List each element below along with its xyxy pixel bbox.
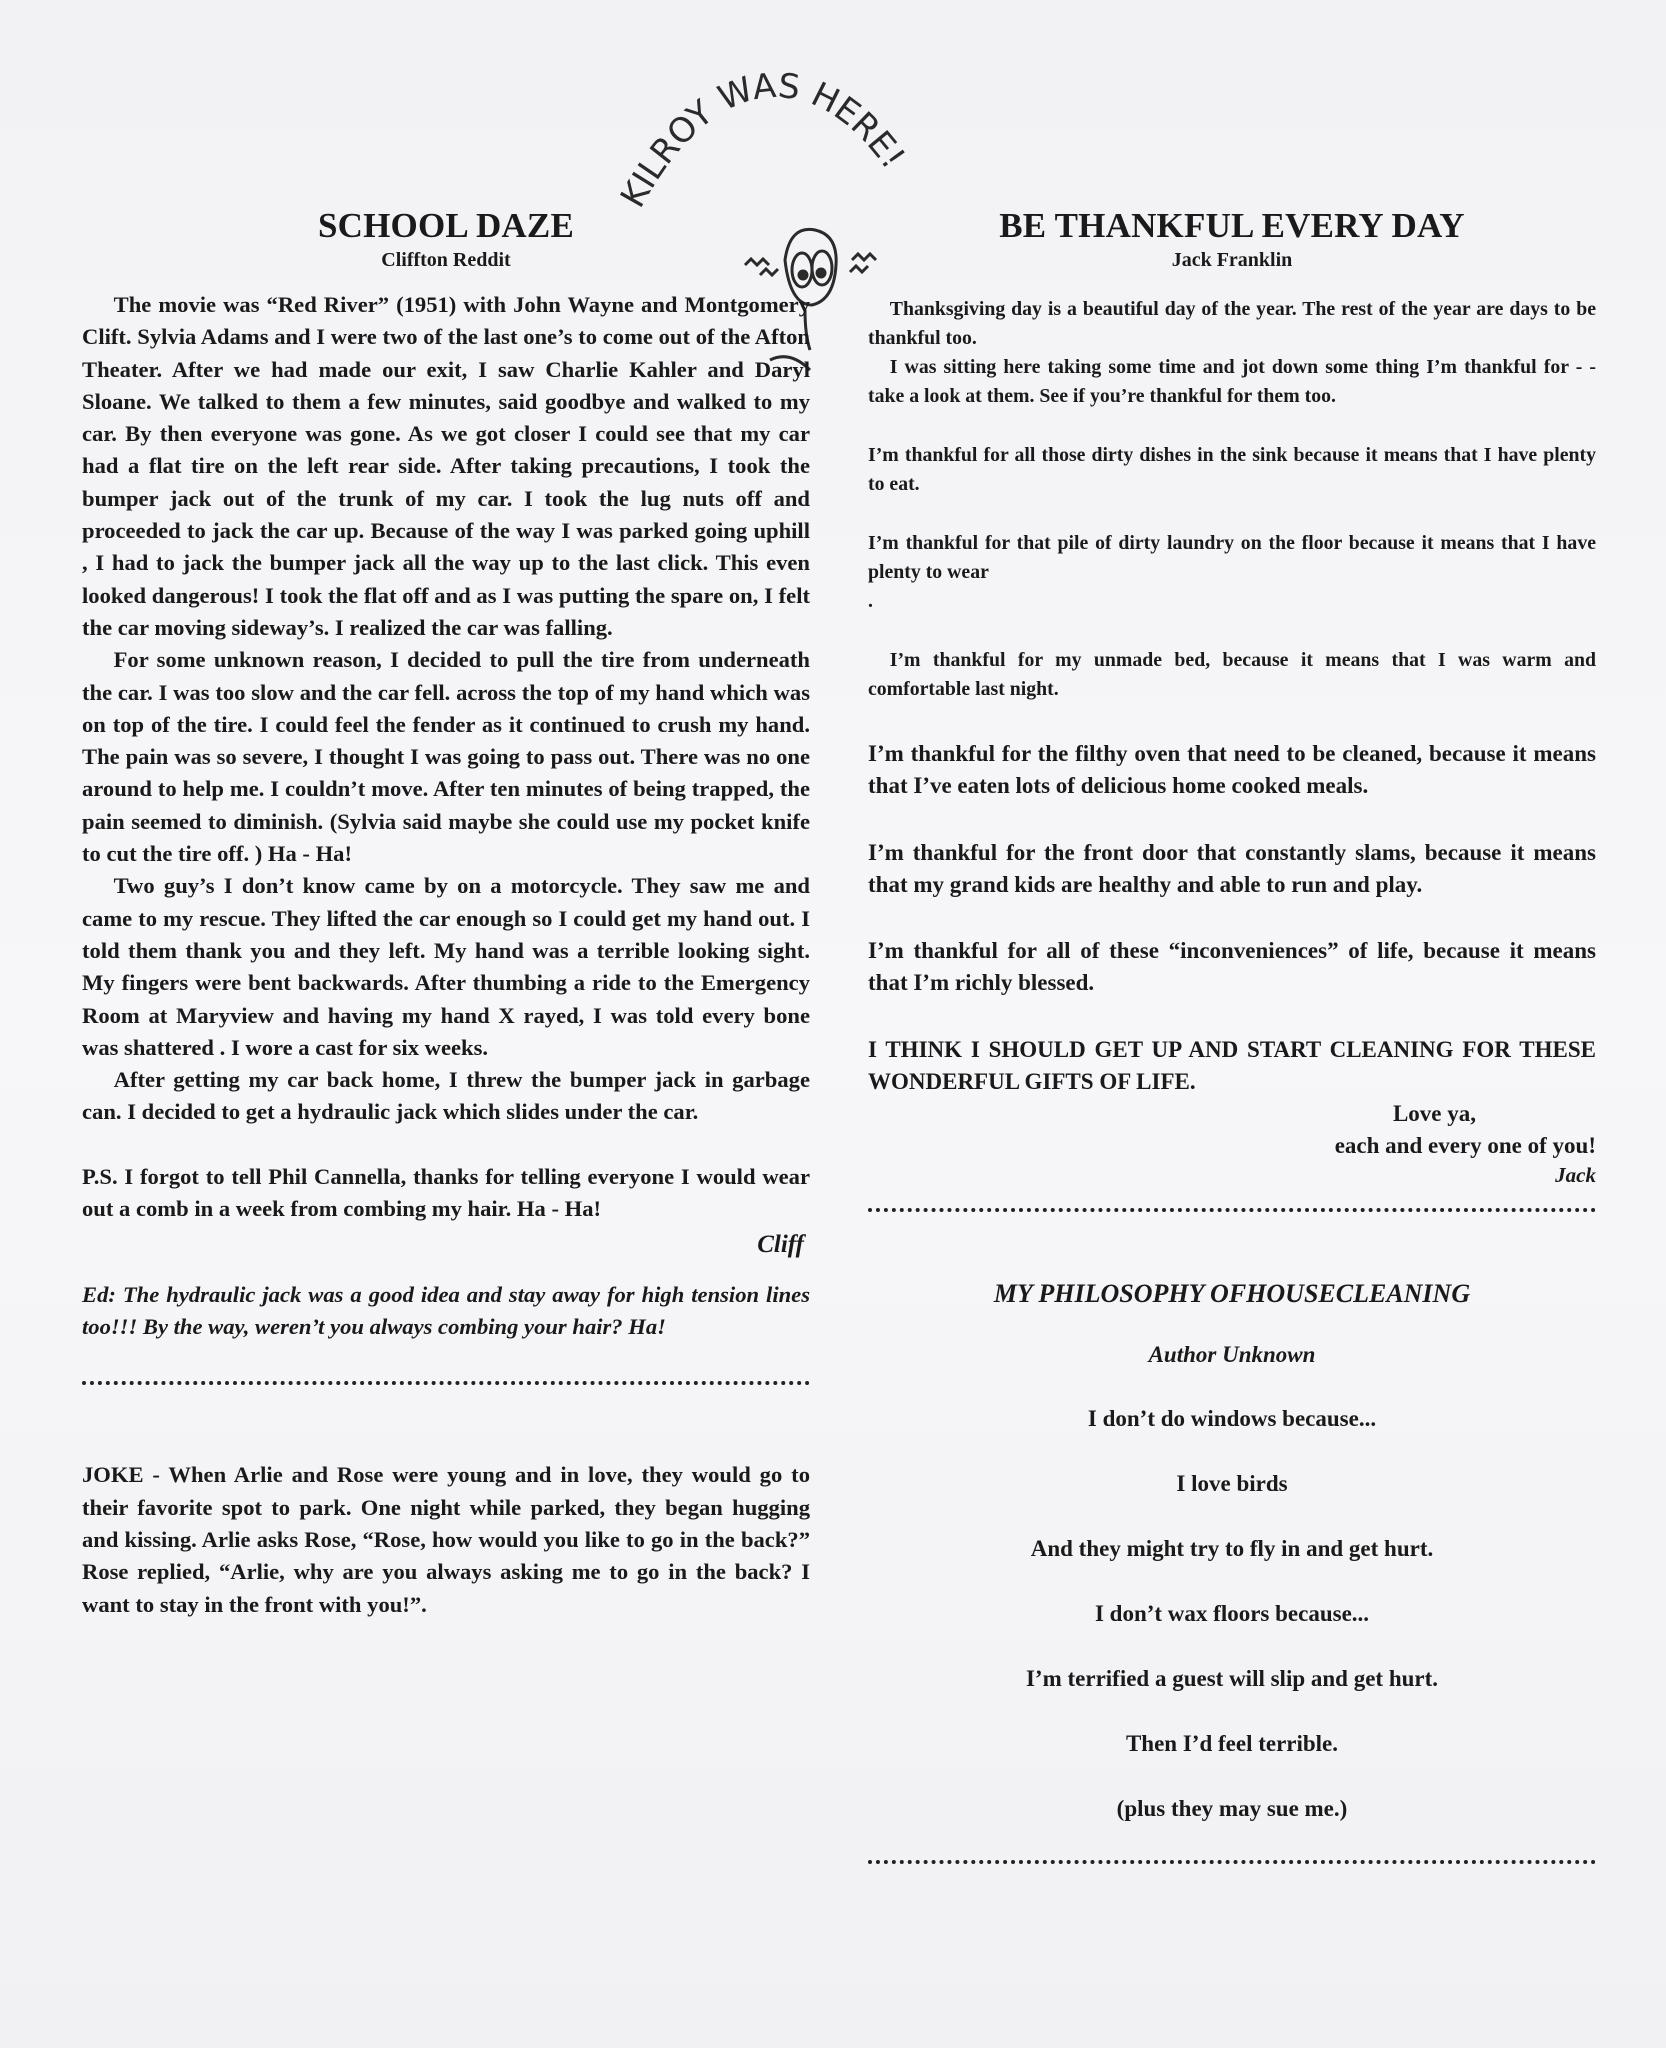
philosophy-line: (plus they may sue me.) — [1116, 1796, 1348, 1822]
dotted-divider — [868, 1202, 1596, 1212]
thankful-item: I’m thankful for the filthy oven that need to be cleaned, because it means that I’ve eaten lots of delicious home cooked meals. — [868, 741, 1596, 799]
school-daze-story — [82, 289, 810, 1129]
right-column — [868, 205, 1596, 1864]
thankful-intro — [868, 295, 1596, 411]
love-ya: Love ya, — [1392, 1101, 1476, 1127]
svg-text:KILROY WAS HERE! — [613, 66, 913, 214]
jack-signature: Jack — [1555, 1163, 1596, 1188]
cliff-signature: Cliff — [757, 1231, 804, 1259]
philosophy-line: I don’t do windows because... — [1087, 1406, 1377, 1432]
philosophy-line: I don’t wax floors because... — [1094, 1601, 1370, 1627]
philosophy-line: And they might try to fly in and get hurt. — [1030, 1536, 1434, 1562]
joke-text: JOKE - When Arlie and Rose were young and in love, they would go to their favorite spot to park. One night while parked, they began hugging and kissing. Arlie asks Rose, “Rose, how would you like to go in the back?” Rose replied, “Arlie, why are you always asking me to go in the back? I want to stay in the front with you!”. — [82, 1462, 810, 1617]
school-daze-author: Cliffton Reddit — [381, 249, 511, 271]
story-paragraph: For some unknown reason, I decided to pull the tire from underneath the car. I was too slow and the car fell. across the top of my hand which was on top of the tire. I could feel the fender as it continued to crush my hand. The pain was so severe, I thought I was going to pass out. There was no one around to help me. I couldn’t move. After ten minutes of being trapped, the pain seemed to diminish. (Sylvia said maybe she could use my pocket knife to cut the tire off. ) Ha - Ha! — [82, 647, 810, 867]
intro-paragraph: Thanksgiving day is a beautiful day of the year. The rest of the year are days to be thankful too. — [868, 298, 1596, 349]
thankful-item: I’m thankful for all those dirty dishes in the sink because it means that I have plenty to eat. — [868, 444, 1596, 495]
intro-paragraph: I was sitting here taking some time and jot down some thing I’m thankful for - - take a look at them. See if you’re thankful for them too. — [868, 356, 1596, 407]
bleed-through-background — [70, 210, 81, 249]
kilroy-text: KILROY WAS HERE! — [613, 65, 913, 215]
philosophy-author: Author Unknown — [1148, 1342, 1316, 1368]
philosophy-line: I’m terrified a guest will slip and get hurt. — [1025, 1666, 1439, 1692]
editor-note: Ed: The hydraulic jack was a good idea and stay away for high tension lines too!!! By the way, weren’t you always combing your hair? Ha! — [82, 1282, 810, 1340]
story-paragraph: The movie was “Red River” (1951) with John Wayne and Montgomery Clift. Sylvia Adams and I were two of the last one’s to come out of the Afton Theater. After we had made our exit, I saw Charlie Kahler and Daryl Sloane. We talked to them a few minutes, said goodbye and walked to my car. By then everyone was gone. As we got closer I could see that my car had a flat tire on the left rear side. After taking precautions, I took the bumper jack out of the trunk of my car. I took the lug nuts off and proceeded to jack the car up. Because of the way I was parked going uphill , I had to jack the bumper jack all the way up to the last click. This even looked dangerous! I took the flat off and as I was putting the spare on, I felt the car moving sideway’s. I realized the car was falling. — [82, 292, 810, 640]
closing-statement: I THINK I SHOULD GET UP AND START CLEANING FOR THESE WONDERFUL GIFTS OF LIFE. — [868, 1036, 1596, 1095]
postscript: P.S. I forgot to tell Phil Cannella, thanks for telling everyone I would wear out a comb in a week from combing my hair. Ha - Ha! — [82, 1163, 810, 1222]
left-column — [82, 205, 810, 1621]
school-daze-title: SCHOOL DAZE — [317, 206, 575, 245]
philosophy-line: Then I’d feel terrible. — [1125, 1731, 1339, 1757]
dotted-divider — [868, 1854, 1596, 1864]
philosophy-line: I love birds — [1176, 1471, 1288, 1497]
be-thankful-title: BE THANKFUL EVERY DAY — [999, 206, 1465, 245]
thankful-item: I’m thankful for that pile of dirty laundry on the floor because it means that I have plenty to wear — [868, 532, 1596, 583]
each-and-every-one: each and every one of you! — [1334, 1133, 1596, 1159]
be-thankful-author: Jack Franklin — [1171, 249, 1293, 271]
dotted-divider — [82, 1375, 810, 1385]
thankful-item: I’m thankful for the front door that constantly slams, because it means that my grand kids are healthy and able to run and play. — [868, 839, 1596, 897]
stray-period: . — [868, 590, 873, 612]
thankful-item: I’m thankful for all of these “inconveniences” of life, because it means that I’m richly blessed. — [868, 938, 1596, 996]
story-paragraph: After getting my car back home, I threw the bumper jack in garbage can. I decided to get a hydraulic jack which slides under the car. — [82, 1067, 810, 1125]
philosophy-title: MY PHILOSOPHY OFHOUSECLEANING — [993, 1279, 1471, 1309]
thankful-item: I’m thankful for my unmade bed, because it means that I was warm and comfortable last night. — [868, 649, 1596, 700]
story-paragraph: Two guy’s I don’t know came by on a motorcycle. They saw me and came to my rescue. They lifted the car enough so I could get my hand out. I told them thank you and they left. My hand was a terrible looking sight. My fingers were bent backwards. After thumbing a ride to the Emergency Room at Maryview and having my hand X rayed, I was told every bone was shattered . I wore a cast for six weeks. — [82, 873, 810, 1060]
